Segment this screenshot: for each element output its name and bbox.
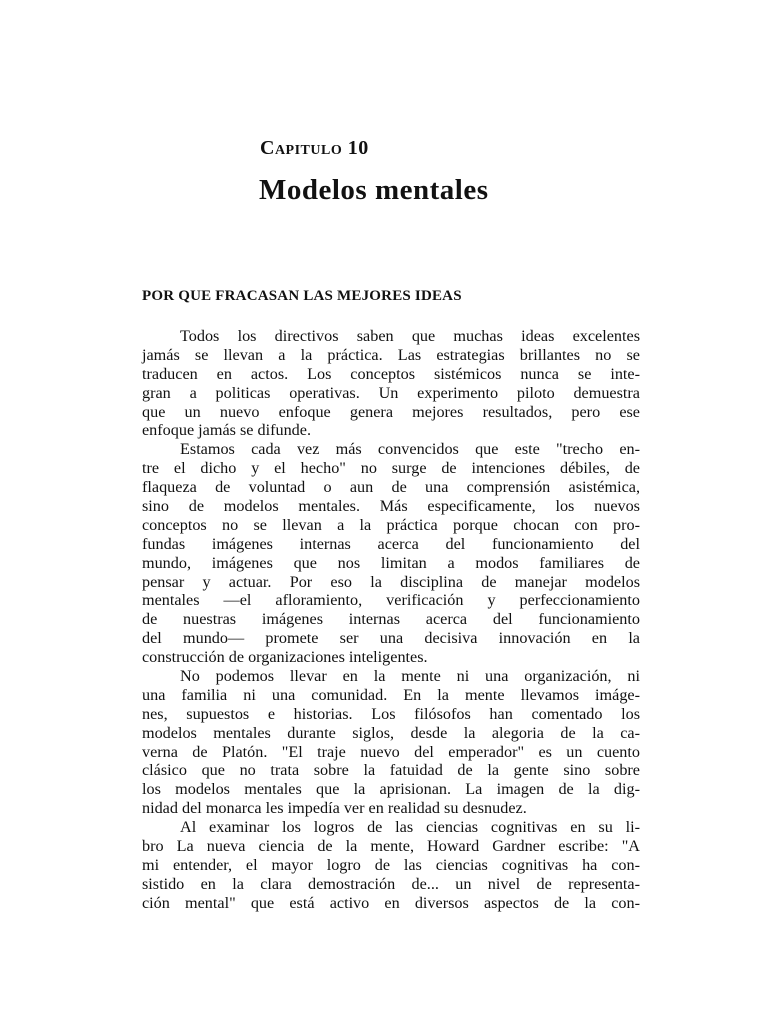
text-line: enfoque jamás se difunde. <box>142 421 312 440</box>
text-line: construcción de organizaciones inteligentes. <box>142 648 428 667</box>
text-line: clásico que no trata sobre la fatuidad de la gente sino sobre <box>142 761 640 780</box>
text-line: Todos los directivos saben que muchas ideas excelentes <box>180 327 640 345</box>
text-line: sino de modelos mentales. Más especificamente, los nuevos <box>142 497 640 516</box>
text-line: mundo, imágenes que nos limitan a modos familiares de <box>142 553 640 572</box>
text-line: verna de Platón. "El traje nuevo del emperador" es un cuento <box>142 742 640 761</box>
text-line: de nuestras imágenes internas acerca del funcionamiento <box>142 610 640 629</box>
text-line: ción mental" que está activo en diversos aspectos de la con- <box>142 893 640 912</box>
text-line: jamás se llevan a la práctica. Las estrategias brillantes no se <box>142 345 640 364</box>
text-line: sistido en la clara demostración de... un nivel de representa- <box>142 874 640 893</box>
text-line: que un nuevo enfoque genera mejores resultados, pero ese <box>142 402 640 421</box>
text-line: una familia ni una comunidad. En la mente llevamos imáge- <box>142 685 640 704</box>
text-line: mi entender, el mayor logro de las ciencias cognitivas ha con- <box>142 855 640 874</box>
text-line: los modelos mentales que la aprisionan. La imagen de la dig- <box>142 780 640 799</box>
text-line: pensar y actuar. Por eso la disciplina de manejar modelos <box>142 572 640 591</box>
chapter-label: Capitulo 10 <box>260 137 369 159</box>
text-line: Estamos cada vez más convencidos que este "trecho en- <box>180 440 640 459</box>
text-line: mentales —el afloramiento, verificación y perfeccionamiento <box>142 591 640 610</box>
text-line: nidad del monarca les impedía ver en realidad su desnudez. <box>142 799 527 818</box>
text-line: gran a politicas operativas. Un experimento piloto demuestra <box>142 383 640 402</box>
text-line: fundas imágenes internas acerca del funcionamiento del <box>142 534 640 553</box>
text-line: No podemos llevar en la mente ni una organización, ni <box>180 667 640 686</box>
text-line: modelos mentales durante siglos, desde la alegoria de la ca- <box>142 723 640 742</box>
text-line: Al examinar los logros de las ciencias cognitivas en su li- <box>180 818 640 837</box>
text-line: nes, supuestos e historias. Los filósofos han comentado los <box>142 704 640 723</box>
text-line: flaqueza de voluntad o aun de una comprensión asistémica, <box>142 478 640 497</box>
text-line: bro La nueva ciencia de la mente, Howard Gardner escribe: "A <box>142 837 640 856</box>
section-heading: POR QUE FRACASAN LAS MEJORES IDEAS <box>142 288 462 304</box>
chapter-title: Modelos mentales <box>259 174 489 206</box>
text-line: del mundo— promete ser una decisiva innovación en la <box>142 629 640 648</box>
text-line: traducen en actos. Los conceptos sistémicos nunca se inte- <box>142 364 640 383</box>
text-line: tre el dicho y el hecho" no surge de intenciones débiles, de <box>142 459 640 478</box>
text-line: conceptos no se llevan a la práctica porque chocan con pro- <box>142 515 640 534</box>
body-text <box>142 327 640 913</box>
